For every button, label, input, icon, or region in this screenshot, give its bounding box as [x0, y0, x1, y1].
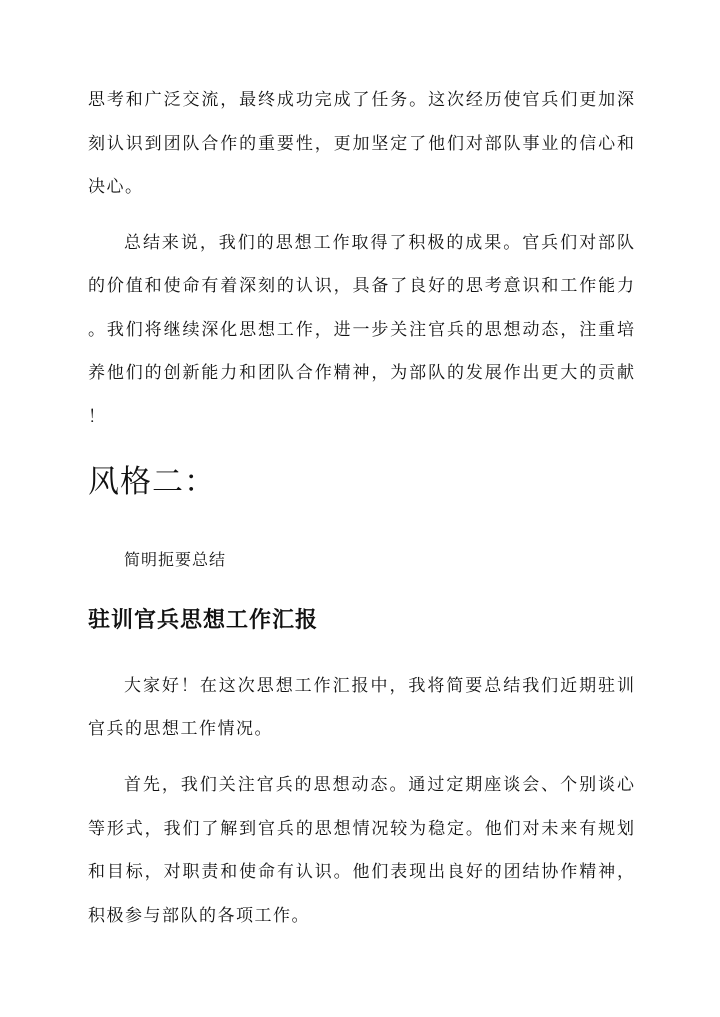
paragraph-line: 总结来说，我们的思想工作取得了积极的成果。官兵们对部队 — [124, 233, 634, 253]
paragraph-line: 等形式，我们了解到官兵的思想情况较为稳定。他们对未来有规划 — [88, 819, 634, 839]
paragraph-line: 积极参与部队的各项工作。 — [88, 906, 310, 926]
paragraph-line: 官兵的思想工作情况。 — [88, 719, 273, 739]
paragraph-line: 刻认识到团队合作的重要性，更加坚定了他们对部队事业的信心和 — [88, 134, 634, 154]
paragraph-line: 的价值和使命有着深刻的认识，具备了良好的思考意识和工作能力 — [88, 276, 634, 296]
paragraph-line: 。我们将继续深化思想工作，进一步关注官兵的思想动态，注重培 — [88, 320, 634, 340]
paragraph-line: 养他们的创新能力和团队合作精神，为部队的发展作出更大的贡献 — [88, 363, 634, 383]
style-heading: 风格二： — [88, 464, 216, 500]
paragraph-line: 大家好！在这次思想工作汇报中，我将简要总结我们近期驻训 — [124, 676, 634, 696]
paragraph-line: 决心。 — [88, 177, 144, 197]
paragraph-line: 和目标，对职责和使命有认识。他们表现出良好的团结协作精神， — [88, 862, 634, 882]
style-subtitle: 简明扼要总结 — [124, 550, 227, 569]
paragraph-line: 思考和广泛交流，最终成功完成了任务。这次经历使官兵们更加深 — [88, 90, 634, 110]
report-title: 驻训官兵思想工作汇报 — [88, 607, 319, 633]
paragraph-line: ！ — [88, 407, 107, 427]
paragraph-line: 首先，我们关注官兵的思想动态。通过定期座谈会、个别谈心 — [124, 775, 634, 795]
